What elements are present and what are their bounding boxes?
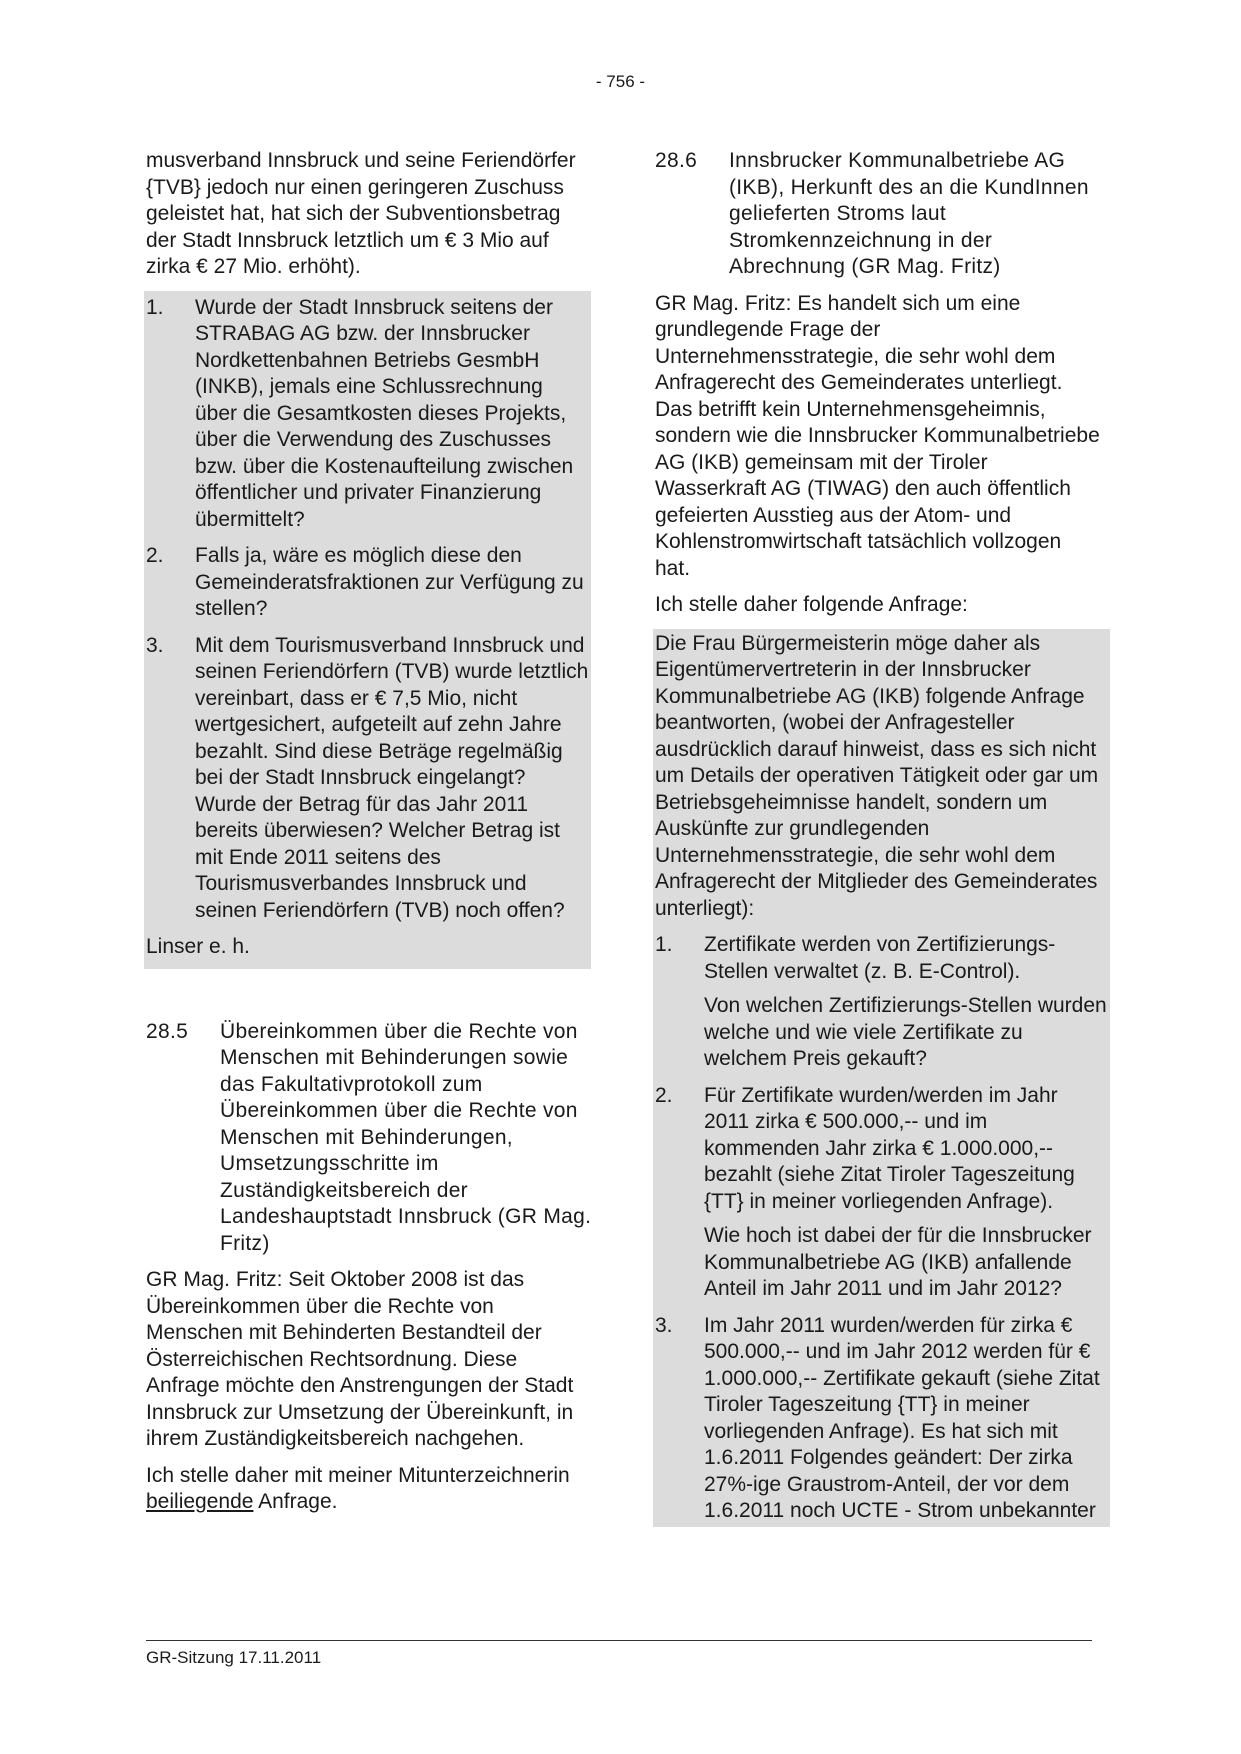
left-column	[146, 148, 593, 1526]
footer-divider	[146, 1640, 1092, 1641]
beiliegende-link: beiliegende	[146, 1490, 254, 1513]
inquiry-number: 2.	[655, 1083, 673, 1107]
signature: Linser e. h.	[146, 935, 250, 958]
inquiry-text: Für Zertifikate wurden/werden im Jahr 2011 zirka € 500.000,-- und im kommenden Jahr zirka € 1.000.000,-- bezahlt (siehe Zitat Tiroler Tageszeitung {TT} in meiner vorliegenden Anfrage).	[704, 1083, 1075, 1213]
section-number: 28.5	[146, 1019, 189, 1043]
question-text: Wurde der Stadt Innsbruck seitens der STRABAG AG bzw. der Innsbrucker Nordkettenbahnen Betriebs GesmbH (INKB), jemals eine Schlussrechnung über die Gesamtkosten dieses Projekts, über die Verwendung des Zuschusses bzw. über die Kostenaufteilung zwischen öffentlicher und privater Finanzierung übermittelt?	[195, 295, 574, 531]
question-item	[146, 633, 589, 925]
section-title: Innsbrucker Kommunalbetriebe AG (IKB), Herkunft des an die KundInnen gelieferten Stroms laut Stromkennzeichnung in der Abrechnung (GR Mag. Fritz)	[729, 149, 1089, 278]
question-number: 1.	[146, 295, 164, 319]
inquiry-intro: Die Frau Bürgermeisterin möge daher als Eigentümervertreterin in der Innsbrucker Kommunalbetriebe AG (IKB) folgende Anfrage beantworten, (wobei der Anfragesteller ausdrücklich darauf hinweist, dass es sich nicht um Details der operativen Tätigkeit oder gar um Betriebsgeheimnisse handelt, sondern um Auskünfte zur grundlegenden Unternehmensstrategie, die sehr wohl dem Anfragerecht der Mitglieder des Gemeinderates unterliegt):	[655, 631, 1099, 920]
closing-text-end: Anfrage.	[253, 1490, 338, 1513]
inquiry-box	[653, 629, 1110, 1527]
body-paragraph: GR Mag. Fritz: Seit Oktober 2008 ist das Übereinkommen über die Rechte von Menschen mit Behinderten Bestandteil der Österreichischen Rechtsordnung. Diese Anfrage möchte den Anstrengungen der Stadt Innsbruck zur Umsetzung der Übereinkunft, in ihrem Zuständigkeitsbereich nachgehen.	[146, 1268, 574, 1450]
question-box	[144, 291, 591, 969]
section-title: Übereinkommen über die Rechte von Menschen mit Behinderungen sowie das Fakultativprotokoll zum Übereinkommen über die Rechte von Menschen mit Behinderungen, Umsetzungsschritte im Zuständigkeitsbereich der Landeshauptstadt Innsbruck (GR Mag. Fritz)	[220, 1019, 592, 1255]
question-text: Mit dem Tourismusverband Innsbruck und seinen Feriendörfern (TVB) wurde letztlich vereinbart, dass er € 7,5 Mio, nicht wertgesichert, aufgeteilt auf zehn Jahre bezahlt. Sind diese Beträge regelmäßig bei der Stadt Innsbruck eingelangt? Wurde der Betrag für das Jahr 2011 bereits überwiesen? Welcher Betrag ist mit Ende 2011 seitens des Tourismusverbandes Innsbruck und seinen Feriendörfern (TVB) noch offen?	[195, 633, 589, 922]
section-heading-28-5	[146, 1019, 593, 1258]
question-item	[146, 295, 589, 534]
question-text: Falls ja, wäre es möglich diese den Gemeinderatsfraktionen zur Verfügung zu stellen?	[195, 544, 584, 620]
inquiry-text: Zertifikate werden von Zertifizierungs-Stellen verwaltet (z. B. E-Control).	[704, 933, 1056, 983]
page-number: - 756 -	[595, 72, 646, 91]
body-paragraph: GR Mag. Fritz: Es handelt sich um eine grundlegende Frage der Unternehmensstrategie, die sehr wohl dem Anfragerecht des Gemeinderates unterliegt. Das betrifft kein Unternehmensgeheimnis, sondern wie die Innsbrucker Kommunalbetriebe AG (IKB) gemeinsam mit der Tiroler Wasserkraft AG (TIWAG) den auch öffentlich gefeierten Ausstieg aus der Atom- und Kohlenstromwirtschaft tatsächlich vollzogen hat.	[655, 291, 1100, 580]
intro-paragraph: musverband Innsbruck und seine Feriendörfer {TVB} jedoch nur einen geringeren Zuschuss geleistet hat, hat sich der Subventionsbetrag der Stadt Innsbruck letztlich um € 3 Mio auf zirka € 27 Mio. erhöht).	[146, 149, 576, 278]
inquiry-item	[655, 1313, 1108, 1525]
section-heading-28-6	[655, 148, 1102, 281]
question-item	[146, 543, 589, 623]
inquiry-number: 1.	[655, 933, 673, 956]
footer-text: GR-Sitzung 17.11.2011	[146, 1648, 322, 1667]
inquiry-text: Im Jahr 2011 wurden/werden für zirka € 500.000,-- und im Jahr 2012 werden für € 1.000.000,-- Zertifikate gekauft (siehe Zitat Tiroler Tageszeitung {TT} in meiner vorliegenden Anfrage). Es hat sich mit 1.6.2011 Folgendes geändert: Der zirka 27%-ige Graustrom-Anteil, der vor dem 1.6.2011 noch UCTE - Strom unbekannter	[704, 1313, 1100, 1522]
closing-text: Ich stelle daher mit meiner Mitunterzeichnerin	[146, 1463, 570, 1487]
inquiry-subtext: Wie hoch ist dabei der für die Innsbrucker Kommunalbetriebe AG (IKB) anfallende Anteil im Jahr 2011 und im Jahr 2012?	[704, 1224, 1092, 1300]
question-number: 2.	[146, 544, 164, 567]
inquiry-number: 3.	[655, 1313, 673, 1337]
body-paragraph-closing	[146, 1463, 593, 1516]
inquiry-subtext: Von welchen Zertifizierungs-Stellen wurden welche und wie viele Zertifikate zu welchem Preis gekauft?	[704, 994, 1107, 1070]
section-number: 28.6	[655, 149, 698, 172]
inquiry-item	[655, 1083, 1108, 1216]
right-column	[655, 148, 1107, 1527]
body-paragraph: Ich stelle daher folgende Anfrage:	[655, 593, 968, 616]
inquiry-item	[655, 932, 1108, 985]
question-number: 3.	[146, 633, 164, 657]
